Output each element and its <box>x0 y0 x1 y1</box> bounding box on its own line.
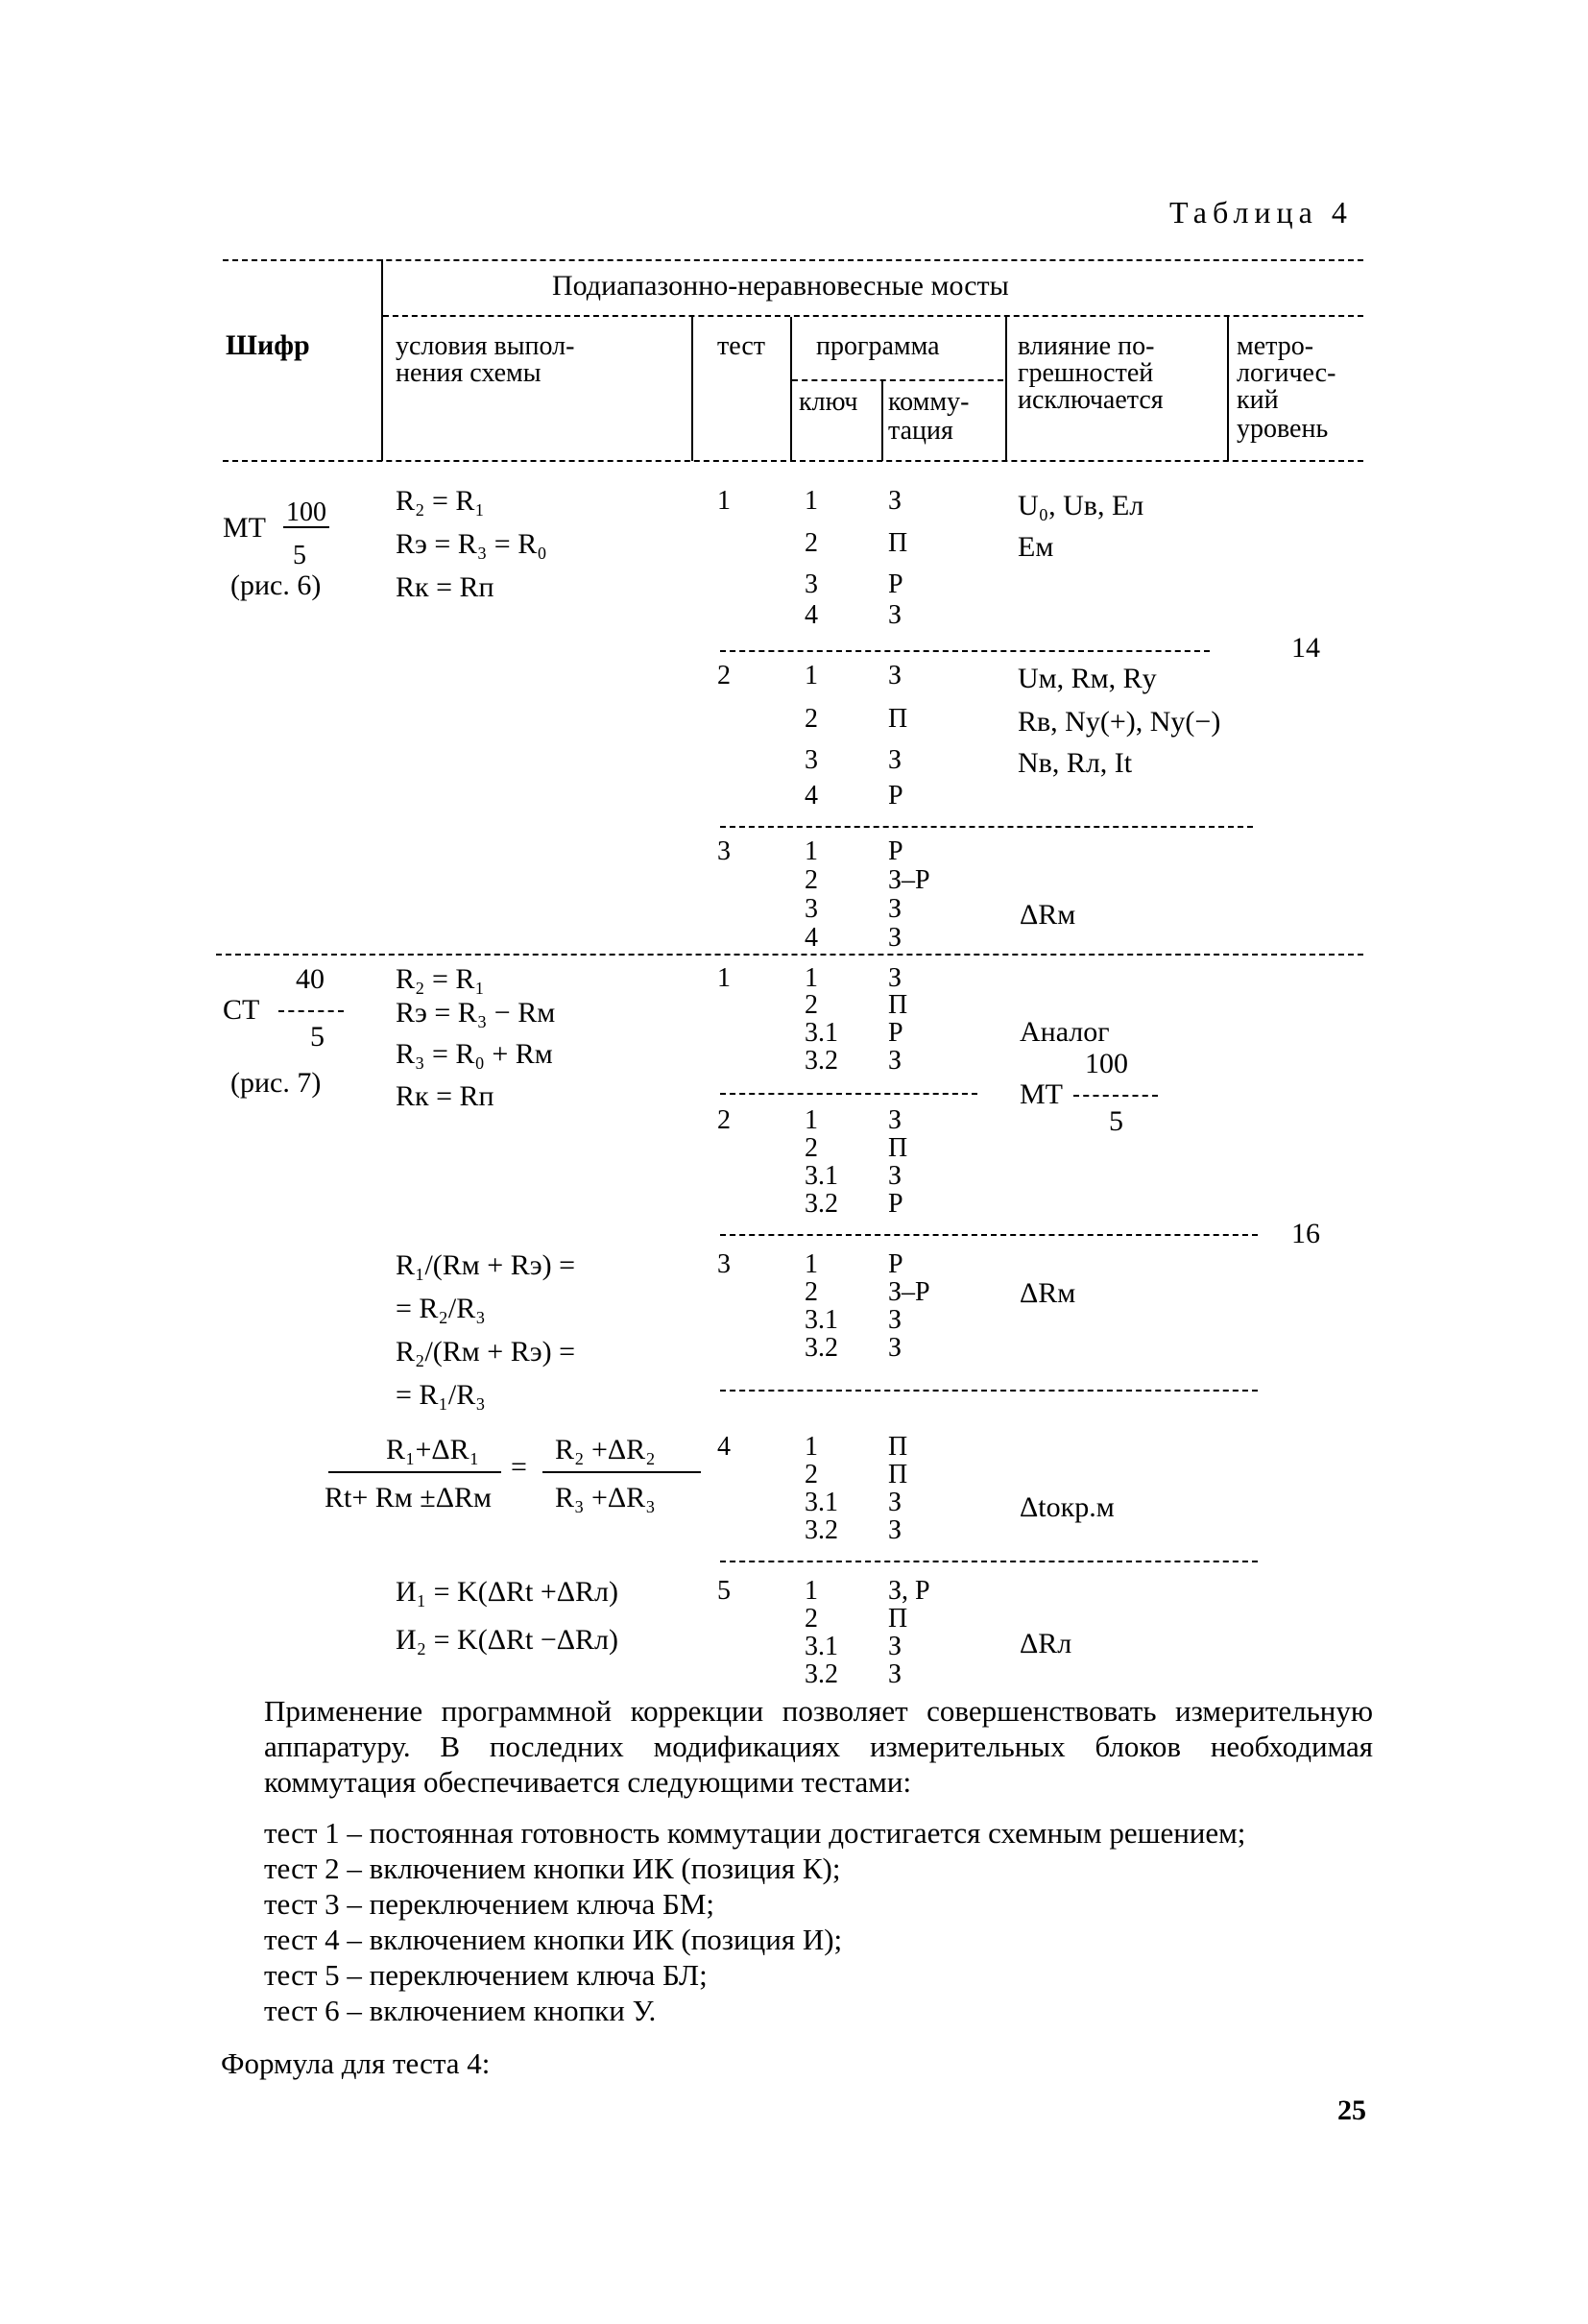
ct-t5-key: 2 <box>805 1604 818 1634</box>
col-rule-errors <box>1227 317 1229 461</box>
ct-test-sep <box>720 1234 1258 1236</box>
ct-t1-sw: Р <box>888 1018 903 1048</box>
ct-test-sep <box>720 1561 1258 1562</box>
mt-level: 14 <box>1291 632 1320 664</box>
ct-t4-key: 3.2 <box>805 1515 838 1545</box>
mt-t1-sw: П <box>888 528 908 558</box>
ct-t3-key: 3.2 <box>805 1333 838 1363</box>
ct-t3-sw: З <box>888 1305 902 1335</box>
ct-t2-sw: З <box>888 1105 902 1135</box>
mt-t1-key: 3 <box>805 569 818 599</box>
header-level-4: уровень <box>1237 414 1329 444</box>
mt-t1-err: Eм <box>1018 531 1054 563</box>
ct-t1-num: 1 <box>717 963 731 993</box>
header-test: тест <box>717 331 766 361</box>
mt-cond-3: Rк = Rп <box>396 571 494 603</box>
ct-cond3-3: R₂/(Rм + Rэ) = <box>396 1336 576 1368</box>
mt-t1-key: 4 <box>805 600 818 630</box>
ct-frac-line <box>278 1010 344 1012</box>
mt-t2-sw: З <box>888 661 902 690</box>
ct-cond-1: R₂ = R₁ <box>396 963 485 995</box>
mt-t3-key: 4 <box>805 923 818 953</box>
mt-t3-num: 3 <box>717 836 731 866</box>
mt-t3-key: 1 <box>805 836 818 866</box>
ct-cond-3: R₃ = R₀ + Rм <box>396 1038 553 1070</box>
list-item: тест 5 – переключением ключа БЛ; <box>264 1958 708 1992</box>
ct-t1-sw: З <box>888 1046 902 1076</box>
ct-t3-key: 3.1 <box>805 1305 838 1335</box>
mt-t1-sw: З <box>888 600 902 630</box>
ct-level: 16 <box>1291 1218 1320 1249</box>
mt-t3-key: 3 <box>805 894 818 924</box>
ct-t3-err: ΔRм <box>1020 1277 1076 1309</box>
ct-cond4-eq: = <box>511 1451 527 1483</box>
ct-t5-err: ΔRл <box>1020 1628 1072 1659</box>
ct-t1-sw: П <box>888 990 908 1020</box>
ct-t4-sw: З <box>888 1515 902 1545</box>
section-separator <box>216 954 1363 956</box>
mt-t2-key: 3 <box>805 745 818 775</box>
mt-t3-sw: Р <box>888 836 903 866</box>
mt-t2-sw: З <box>888 745 902 775</box>
header-level-1: метро- <box>1237 331 1314 361</box>
mt-test-sep <box>720 826 1253 828</box>
ct-t4-key: 3.1 <box>805 1488 838 1517</box>
header-cipher: Шифр <box>226 329 310 361</box>
group-rule <box>383 315 1363 317</box>
page-number: 25 <box>1337 2094 1366 2126</box>
ct-analog: Аналог <box>1020 1016 1110 1048</box>
list-item: тест 6 – включением кнопки У. <box>264 1994 657 2027</box>
ct-name: СТ <box>223 994 260 1026</box>
ct-t1-key: 3.2 <box>805 1046 838 1076</box>
list-item: тест 4 – включением кнопки ИК (позиция И); <box>264 1923 843 1956</box>
ct-t4-sw: П <box>888 1432 908 1462</box>
header-level-3: кий <box>1237 385 1279 415</box>
header-program: программа <box>816 331 940 361</box>
mt-t1-key: 1 <box>805 486 818 516</box>
mt-t3-sw: З–Р <box>888 865 930 895</box>
ct-t4-key: 2 <box>805 1460 818 1489</box>
ct-analog-den: 5 <box>1109 1105 1123 1137</box>
mt-t1-sw: З <box>888 486 902 516</box>
ct-t5-sw: З, Р <box>888 1576 930 1606</box>
mt-t1-err: U₀, Uв, Eл <box>1018 490 1144 521</box>
mt-test-sep <box>720 650 1210 652</box>
mt-t2-err: Nв, Rл, It <box>1018 747 1133 779</box>
ct-test-sep <box>720 1390 1258 1392</box>
ct-t1-sw: З <box>888 963 902 993</box>
ct-cond5-1: И₁ = K(ΔRt +ΔRл) <box>396 1576 619 1608</box>
col-rule-cipher <box>381 259 383 461</box>
mt-cond-1: R₂ = R₁ <box>396 485 485 517</box>
mt-t2-sw: П <box>888 704 908 734</box>
ct-t2-sw: Р <box>888 1189 903 1219</box>
ct-t3-sw: З–Р <box>888 1277 930 1307</box>
formula-label: Формула для теста 4: <box>221 2046 491 2080</box>
ct-t2-key: 3.2 <box>805 1189 838 1219</box>
mt-frac-num: 100 <box>283 499 329 528</box>
ct-t2-sw: П <box>888 1133 908 1163</box>
ct-cond4-num-left: R₁+ΔR₁ <box>386 1434 480 1465</box>
ct-t5-sw: З <box>888 1659 902 1689</box>
ct-t3-key: 2 <box>805 1277 818 1307</box>
header-conditions-1: условия выпол- <box>396 331 575 361</box>
header-switching-2: тация <box>888 416 953 446</box>
mt-t1-num: 1 <box>717 486 731 516</box>
body-paragraph: Применение программной коррекции позволяет совершенствовать измерительную аппаратуру. В последних модификациях измерительных блоков необходимая коммутация обеспечивается следующими тестами: <box>264 1694 1373 1799</box>
table-top-rule <box>223 259 1363 261</box>
ct-cond4-den-left: Rt+ Rм ±ΔRм <box>325 1482 493 1513</box>
ct-cond-2: Rэ = R₃ − Rм <box>396 997 556 1029</box>
header-errors-2: грешностей <box>1018 358 1154 388</box>
mt-t3-key: 2 <box>805 865 818 895</box>
ct-t4-num: 4 <box>717 1432 731 1462</box>
ct-cond-4: Rк = Rп <box>396 1080 494 1112</box>
ct-t1-key: 2 <box>805 990 818 1020</box>
ct-t2-key: 1 <box>805 1105 818 1135</box>
header-errors-3: исключается <box>1018 385 1164 415</box>
ct-fig: (рис. 7) <box>230 1067 322 1099</box>
ct-t3-sw: З <box>888 1333 902 1363</box>
header-level-2: логичес- <box>1237 358 1336 388</box>
ct-t4-sw: П <box>888 1460 908 1489</box>
ct-cond3-1: R₁/(Rм + Rэ) = <box>396 1249 576 1281</box>
mt-t3-err: ΔRм <box>1020 899 1076 931</box>
mt-fig: (рис. 6) <box>230 569 322 601</box>
col-rule-key <box>881 381 883 461</box>
mt-t3-sw: З <box>888 923 902 953</box>
list-item: тест 2 – включением кнопки ИК (позиция К); <box>264 1852 841 1885</box>
ct-t5-sw: П <box>888 1604 908 1634</box>
list-item: тест 1 – постоянная готовность коммутации достигается схемным решением; <box>264 1816 1246 1850</box>
ct-t4-key: 1 <box>805 1432 818 1462</box>
header-key: ключ <box>799 387 858 417</box>
ct-t4-sw: З <box>888 1488 902 1517</box>
mt-t2-sw: Р <box>888 781 903 811</box>
ct-t5-sw: З <box>888 1632 902 1661</box>
list-item: тест 3 – переключением ключа БМ; <box>264 1887 714 1921</box>
ct-t1-key: 1 <box>805 963 818 993</box>
mt-t1-sw: Р <box>888 569 903 599</box>
mt-t2-err: Rв, Nу(+), Nу(−) <box>1018 706 1221 738</box>
header-group-title: Подиапазонно-неравновесные мосты <box>552 270 1009 302</box>
ct-t5-key: 3.2 <box>805 1659 838 1689</box>
ct-t3-key: 1 <box>805 1249 818 1279</box>
test-list <box>264 1815 1245 2028</box>
ct-analog-num: 100 <box>1085 1048 1128 1079</box>
col-rule-program <box>1005 317 1007 461</box>
ct-test-sep <box>720 1093 977 1095</box>
col-rule-conditions <box>691 317 693 461</box>
mt-t2-key: 1 <box>805 661 818 690</box>
ct-t5-num: 5 <box>717 1576 731 1606</box>
ct-cond5-2: И₂ = K(ΔRt −ΔRл) <box>396 1624 619 1656</box>
header-errors-1: влияние по- <box>1018 331 1155 361</box>
ct-t1-key: 3.1 <box>805 1018 838 1048</box>
ct-frac-num: 40 <box>296 963 325 995</box>
ct-t5-key: 3.1 <box>805 1632 838 1661</box>
ct-t2-num: 2 <box>717 1105 731 1135</box>
mt-t2-key: 4 <box>805 781 818 811</box>
header-bottom-rule <box>223 460 1363 462</box>
ct-cond4-num-right: R₂ +ΔR₂ <box>555 1434 656 1465</box>
mt-frac-den: 5 <box>293 541 306 570</box>
ct-cond4-den-right: R₃ +ΔR₃ <box>555 1482 656 1513</box>
program-subrule <box>792 379 1003 381</box>
header-switching-1: комму- <box>888 387 970 417</box>
mt-name: МТ <box>223 512 266 544</box>
table-caption: Таблица 4 <box>1169 195 1353 230</box>
ct-analog-name: МТ <box>1020 1078 1063 1110</box>
mt-t2-key: 2 <box>805 704 818 734</box>
mt-cond-2: Rэ = R₃ = R₀ <box>396 528 547 560</box>
ct-t5-key: 1 <box>805 1576 818 1606</box>
ct-t4-err: Δtокр.м <box>1020 1491 1115 1523</box>
ct-t2-key: 3.1 <box>805 1161 838 1191</box>
ct-cond3-2: = R₂/R₃ <box>396 1293 486 1324</box>
mt-t2-num: 2 <box>717 661 731 690</box>
ct-frac-den: 5 <box>310 1021 325 1053</box>
mt-t3-sw: З <box>888 894 902 924</box>
col-rule-test <box>790 317 792 461</box>
ct-analog-frac-line <box>1073 1095 1158 1097</box>
ct-cond4-frac-left <box>328 1471 501 1473</box>
ct-cond4-frac-right <box>542 1471 701 1473</box>
ct-t3-sw: Р <box>888 1249 903 1279</box>
mt-t2-err: Uм, Rм, Rу <box>1018 663 1157 694</box>
ct-t3-num: 3 <box>717 1249 731 1279</box>
mt-t1-key: 2 <box>805 528 818 558</box>
header-conditions-2: нения схемы <box>396 358 541 388</box>
ct-t2-sw: З <box>888 1161 902 1191</box>
ct-cond3-4: = R₁/R₃ <box>396 1379 486 1411</box>
ct-t2-key: 2 <box>805 1133 818 1163</box>
